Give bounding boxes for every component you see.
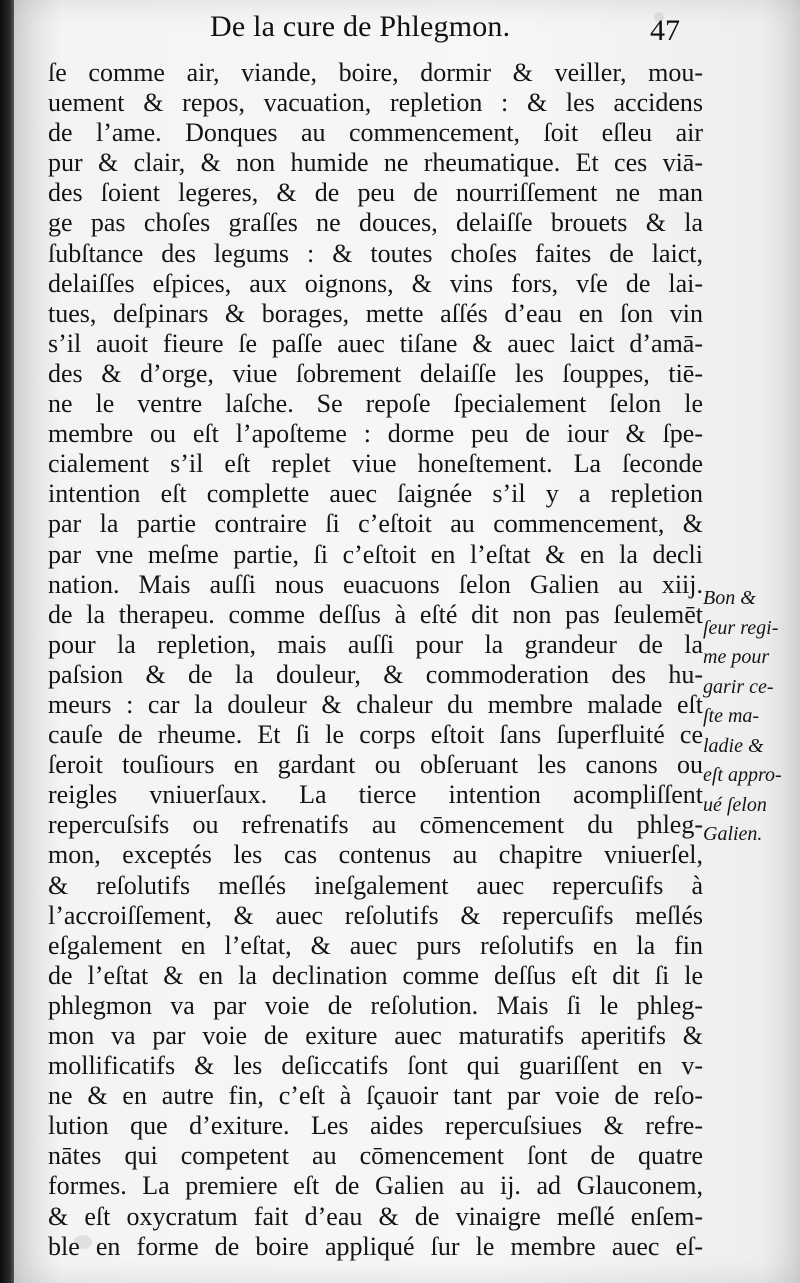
margin-note-line: ſeur regi- [703, 616, 779, 639]
text-line: ne & en autre fin, c’eſt à ſçauoir tant par voie de reſo- [48, 1081, 703, 1111]
margin-note-line: ué ſelon [703, 793, 767, 816]
page-number: 47 [650, 14, 680, 47]
text-line: mon va par voie de exiture auec maturatifs aperitifs & [48, 1021, 703, 1050]
text-line: pour la repletion, mais auſſi pour la grandeur de la [48, 629, 703, 659]
margin-note-line: Galien. [703, 823, 763, 845]
text-line: de l’eſtat & en la declination comme deſſus eſt dit ſi le [48, 960, 703, 990]
text-line: des & d’orge, viue ſobrement delaiſſe les ſouppes, tiē- [48, 358, 703, 388]
text-line: s’il auoit fieure ſe paſſe auec tiſane & auec laict d’amā- [48, 328, 703, 358]
text-line: repercuſsifs ou refrenatifs au cōmencement du phleg- [48, 810, 703, 840]
text-line: lution que d’exiture. Les aides repercuſsiues & refre- [48, 1111, 703, 1141]
text-line: paſsion & de la douleur, & commoderation des hu- [48, 659, 703, 689]
text-line: & eſt oxycratum fait d’eau & de vinaigre meſlé enſem- [48, 1201, 703, 1231]
text-line: reigles vniuerſaux. La tierce intention acompliſſent [48, 780, 703, 810]
text-line: mon, exceptés les cas contenus au chapitre vniuerſel, [48, 840, 703, 870]
body-text [48, 58, 703, 1262]
margin-note-line: Bon & [703, 587, 756, 609]
text-line: uement & repos, vacuation, repletion : & les accidens [48, 88, 703, 118]
text-line: delaiſſes eſpices, aux oignons, & vins fors, vſe de lai- [48, 268, 703, 298]
text-line: formes. La premiere eſt de Galien au ij. ad Glauconem, [48, 1171, 703, 1201]
running-head: De la cure de Phlegmon. [210, 10, 511, 43]
text-line: de la therapeu. comme deſſus à eſté dit non pas ſeulemēt [48, 599, 703, 629]
text-line: ble en forme de boire appliqué ſur le membre auec eſ- [48, 1231, 703, 1261]
text-line: membre ou eſt l’apoſteme : dorme peu de iour & ſpe- [48, 419, 703, 449]
text-line: cauſe de rheume. Et ſi le corps eſtoit ſans ſuperfluité ce [48, 720, 703, 750]
text-line: par vne meſme partie, ſi c’eſtoit en l’eſtat & en la decli [48, 539, 703, 569]
text-line: ſubſtance des legums : & toutes choſes faites de laict, [48, 238, 703, 268]
marginal-note [703, 584, 800, 850]
text-line: ne le ventre laſche. Se repoſe ſpecialement ſelon le [48, 389, 703, 419]
text-line: de l’ame. Donques au commencement, ſoit eſleu air [48, 118, 703, 148]
text-line: ge pas choſes graſſes ne douces, delaiſſe brouets & la [48, 208, 703, 238]
text-line: & reſolutifs meſlés ineſgalement auec repercuſifs à [48, 870, 703, 900]
text-line: ſeroit touſiours en gardant ou obſeruant les canons ou [48, 750, 703, 780]
text-line: l’accroiſſement, & auec reſolutifs & repercuſifs meſlés [48, 900, 703, 930]
text-line: cialement s’il eſt replet viue honeſtement. La ſeconde [48, 449, 703, 479]
text-line: ſe comme air, viande, boire, dormir & veiller, mou- [48, 58, 703, 87]
text-line: phlegmon va par voie de reſolution. Mais ſi le phleg- [48, 990, 703, 1020]
text-line: par la partie contraire ſi c’eſtoit au commencement, & [48, 509, 703, 539]
binding-gutter [0, 0, 14, 1283]
text-line: nation. Mais auſſi nous euacuons ſelon Galien au xiij. [48, 569, 703, 599]
margin-note-line: garir ce- [703, 675, 774, 698]
text-line: des ſoient legeres, & de peu de nourriſſement ne man [48, 178, 703, 208]
text-line: nātes qui competent au cōmencement ſont de quatre [48, 1141, 703, 1171]
text-line: intention eſt complette auec ſaignée s’il y a repletion [48, 479, 703, 509]
margin-note-line: ladie & [703, 734, 764, 757]
margin-note-line: eſt appro- [703, 764, 782, 786]
text-line: pur & clair, & non humide ne rheumatique. Et ces viā- [48, 148, 703, 178]
text-line: eſgalement en l’eſtat, & auec purs reſolutifs en la fin [48, 930, 703, 960]
margin-note-line: me pour [703, 646, 770, 668]
text-line: tues, deſpinars & borages, mette aſſés d’eau en ſon vin [48, 298, 703, 328]
margin-note-line: ſte ma- [703, 705, 760, 727]
text-line: meurs : car la douleur & chaleur du membre malade eſt [48, 689, 703, 719]
text-line: mollificatifs & les deſiccatifs ſont qui guariſſent en v- [48, 1051, 703, 1081]
